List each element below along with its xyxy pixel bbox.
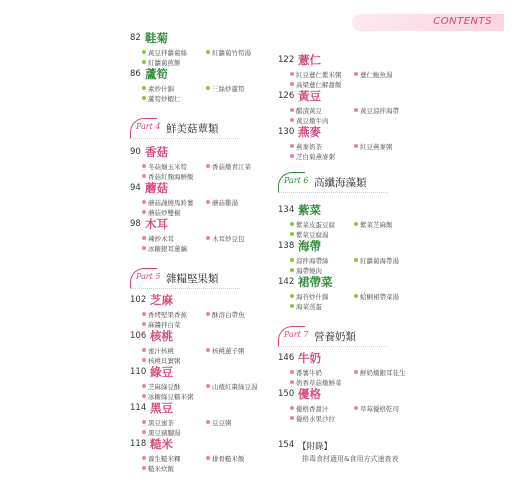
page-number: 102 — [130, 295, 147, 305]
recipe-label: 香烤堅果香蕉 — [148, 311, 187, 319]
recipe-label: 奶香草菇燉鮮菜 — [296, 379, 342, 387]
toc-section — [278, 88, 468, 126]
bullet-icon — [142, 50, 146, 54]
recipe-item[interactable] — [142, 346, 174, 355]
recipe-label: 紫菜芝麻飯 — [360, 221, 393, 229]
section-heading[interactable] — [130, 30, 320, 48]
bullet-icon — [290, 72, 294, 76]
recipe-list — [290, 256, 468, 276]
section-title: 牛奶 — [298, 351, 321, 365]
page-number: 118 — [130, 439, 147, 449]
recipe-item[interactable] — [142, 382, 181, 391]
recipe-list — [290, 106, 468, 126]
part-title: 鮮美菇蕈類 — [166, 123, 219, 135]
recipe-list — [142, 454, 320, 474]
recipe-label: 冬菇燴玉米筍 — [148, 163, 187, 171]
recipe-label: 山楂紅棗綠豆湯 — [212, 383, 258, 391]
bullet-icon — [290, 294, 294, 298]
bullet-icon — [290, 232, 294, 236]
part-label: Part 4 — [136, 122, 161, 131]
recipe-item[interactable] — [290, 414, 335, 423]
recipe-label: 辣炒木耳 — [148, 235, 174, 243]
bullet-icon — [290, 380, 294, 384]
recipe-label: 三絲炒蘆筍 — [212, 85, 245, 93]
section-heading[interactable] — [278, 350, 468, 368]
section-title: 糙米 — [150, 437, 173, 451]
page-number: 130 — [278, 127, 295, 137]
part-heading — [278, 172, 438, 192]
page-number: 150 — [278, 389, 295, 399]
recipe-label: 海菜蒸蛋 — [296, 303, 322, 311]
bullet-icon — [142, 164, 146, 168]
section-title: 薏仁 — [298, 53, 321, 67]
bullet-icon — [354, 144, 358, 148]
recipe-item[interactable] — [290, 368, 322, 377]
recipe-item[interactable] — [206, 234, 245, 243]
bullet-icon — [206, 384, 210, 388]
recipe-row — [290, 106, 468, 116]
recipe-row — [142, 464, 320, 474]
recipe-label: 酥溶白帶魚 — [212, 311, 245, 319]
recipe-item[interactable] — [290, 106, 322, 115]
recipe-label: 蘆筍炒蝦仁 — [148, 95, 181, 103]
recipe-item[interactable] — [142, 234, 174, 243]
bullet-icon — [142, 384, 146, 388]
recipe-label: 優格水果沙拉 — [296, 415, 335, 423]
recipe-label: 排骨糙米飯 — [212, 455, 245, 463]
recipe-item[interactable] — [206, 48, 251, 57]
toc-section — [278, 52, 468, 90]
bullet-icon — [354, 370, 358, 374]
page-number: 90 — [130, 147, 141, 157]
recipe-label: 紫菜皮蛋豆腐 — [296, 221, 335, 229]
recipe-item[interactable] — [290, 292, 329, 301]
part-heading — [278, 326, 438, 346]
contents-header — [352, 14, 504, 31]
section-title: 紫菜 — [298, 203, 321, 217]
recipe-label: 蛤蜊裙帶菜湯 — [360, 293, 399, 301]
bullet-icon — [354, 222, 358, 226]
section-title: 綠豆 — [150, 365, 173, 379]
recipe-list — [290, 292, 468, 312]
recipe-item[interactable] — [206, 346, 245, 355]
part-divider — [278, 192, 388, 193]
bullet-icon — [142, 86, 146, 90]
recipe-label: 紅蘿蔔海帶湯 — [360, 257, 399, 265]
recipe-item[interactable] — [142, 198, 194, 207]
bullet-icon — [206, 348, 210, 352]
recipe-label: 海帶燒肉 — [296, 267, 322, 275]
section-title: 黃豆 — [298, 89, 321, 103]
section-heading[interactable] — [278, 202, 468, 220]
recipe-row — [290, 404, 468, 414]
toc-section — [278, 274, 468, 312]
bullet-icon — [354, 258, 358, 262]
section-title: 海帶 — [298, 239, 321, 253]
recipe-label: 鮮奶燉銀耳花生 — [360, 369, 406, 377]
bullet-icon — [142, 430, 146, 434]
section-heading[interactable] — [278, 124, 468, 142]
bullet-icon — [142, 322, 146, 326]
bullet-icon — [142, 60, 146, 64]
bullet-icon — [206, 200, 210, 204]
recipe-row — [290, 414, 468, 424]
bullet-icon — [354, 108, 358, 112]
recipe-item[interactable] — [206, 382, 258, 391]
recipe-item[interactable] — [142, 244, 187, 253]
toc-section — [278, 386, 468, 424]
bullet-icon — [142, 312, 146, 316]
recipe-row — [290, 70, 468, 80]
bullet-icon — [142, 358, 146, 362]
recipe-label: 素炒什錦 — [148, 85, 174, 93]
recipe-item[interactable] — [354, 368, 406, 377]
bullet-icon — [290, 108, 294, 112]
recipe-row — [290, 302, 468, 312]
recipe-item[interactable] — [142, 418, 174, 427]
recipe-item[interactable] — [206, 310, 245, 319]
recipe-row — [290, 142, 468, 152]
recipe-label: 黑豆蜜茶 — [148, 419, 174, 427]
recipe-item[interactable] — [354, 142, 393, 151]
recipe-label: 芝白菊燕麥粥 — [296, 153, 335, 161]
section-title: 黑豆 — [150, 401, 173, 415]
bullet-icon — [354, 72, 358, 76]
section-heading[interactable] — [278, 386, 468, 404]
recipe-label: 高梁薏仁解甜飯 — [296, 81, 342, 89]
bullet-icon — [142, 96, 146, 100]
section-title: 蘆筍 — [145, 67, 168, 81]
page-number: 86 — [130, 69, 141, 79]
recipe-label: 麻醬拌白菜 — [148, 321, 181, 329]
recipe-item[interactable] — [142, 84, 174, 93]
recipe-item[interactable] — [290, 220, 335, 229]
bullet-icon — [290, 268, 294, 272]
part-title: 營養奶類 — [314, 331, 356, 343]
recipe-label: 冰糖銀耳蓮藕 — [148, 245, 187, 253]
section-title: 優格 — [298, 387, 321, 401]
recipe-label: 糙米炊飯 — [148, 465, 174, 473]
recipe-label: 草莓優格乾司 — [360, 405, 399, 413]
bullet-icon — [354, 294, 358, 298]
page-number: 126 — [278, 91, 295, 101]
section-title: 核桃 — [150, 329, 173, 343]
part-label: Part 6 — [284, 176, 309, 185]
section-heading[interactable] — [278, 52, 468, 70]
page-number: 106 — [130, 331, 147, 341]
recipe-item[interactable] — [354, 70, 393, 79]
section-title: 燕麥 — [298, 125, 321, 139]
recipe-list — [290, 220, 468, 240]
recipe-label: 薏仁鮑魚湯 — [360, 71, 393, 79]
page-number: 98 — [130, 219, 141, 229]
recipe-row — [290, 292, 468, 302]
toc-section — [278, 124, 468, 162]
recipe-label: 黃豆拌蘿蔔絲 — [148, 49, 187, 57]
recipe-item[interactable] — [290, 70, 342, 79]
recipe-label: 豆豆粥 — [212, 419, 232, 427]
bullet-icon — [290, 154, 294, 158]
recipe-row — [290, 152, 468, 162]
part-label: Part 5 — [136, 272, 161, 281]
bullet-icon — [142, 466, 146, 470]
page-number: 122 — [278, 55, 295, 65]
recipe-item[interactable] — [290, 302, 322, 311]
part-title: 高纖海藻類 — [314, 177, 367, 189]
page-number: 142 — [278, 277, 295, 287]
page-number: 134 — [278, 205, 295, 215]
recipe-item[interactable] — [290, 256, 329, 265]
bullet-icon — [290, 144, 294, 148]
section-title: 芝麻 — [150, 293, 173, 307]
bullet-icon — [206, 86, 210, 90]
bullet-icon — [142, 456, 146, 460]
toc-section — [278, 238, 468, 276]
toc-section — [278, 202, 468, 240]
recipe-item[interactable] — [142, 464, 174, 473]
recipe-item[interactable] — [290, 142, 322, 151]
recipe-row — [142, 454, 320, 464]
recipe-list — [290, 368, 468, 388]
recipe-label: 蘑菇蔬燒馬鈴薯 — [148, 199, 194, 207]
bullet-icon — [206, 164, 210, 168]
appendix-title[interactable]: 【附錄】 — [298, 442, 333, 452]
bullet-icon — [354, 406, 358, 410]
section-title: 蘑菇 — [145, 181, 168, 195]
recipe-label: 涼拌海帶絲 — [296, 257, 329, 265]
bullet-icon — [142, 420, 146, 424]
recipe-item[interactable] — [354, 106, 399, 115]
part-divider — [278, 346, 388, 347]
recipe-list — [290, 70, 468, 90]
bullet-icon — [290, 222, 294, 226]
part-label: Part 7 — [284, 330, 309, 339]
recipe-item[interactable] — [354, 256, 399, 265]
section-title: 木耳 — [145, 217, 168, 231]
section-title: 裙帶菜 — [298, 275, 333, 289]
bullet-icon — [290, 304, 294, 308]
bullet-icon — [290, 82, 294, 86]
part-divider — [130, 288, 240, 289]
part-heading — [130, 118, 290, 138]
bullet-icon — [290, 406, 294, 410]
recipe-label: 番薯牛奶 — [296, 369, 322, 377]
bullet-icon — [206, 456, 210, 460]
recipe-row — [290, 368, 468, 378]
bullet-icon — [142, 210, 146, 214]
recipe-label: 核桃蓮子粥 — [212, 347, 245, 355]
page-number: 94 — [130, 183, 141, 193]
recipe-item[interactable] — [354, 220, 393, 229]
recipe-row — [290, 256, 468, 266]
page-number: 82 — [130, 33, 141, 43]
appendix-page-number: 154 — [278, 440, 295, 450]
recipe-label: 養生糙米粿 — [148, 455, 181, 463]
recipe-label: 木耳炒豆包 — [212, 235, 245, 243]
bullet-icon — [142, 236, 146, 240]
recipe-item[interactable] — [142, 310, 187, 319]
part-title: 雜糧堅果類 — [166, 273, 219, 285]
recipe-item[interactable] — [354, 292, 399, 301]
bullet-icon — [206, 420, 210, 424]
recipe-label: 黑豆豬腳湯 — [148, 429, 181, 437]
bullet-icon — [142, 246, 146, 250]
recipe-label: 蘑菇雞湯 — [212, 199, 238, 207]
bullet-icon — [206, 236, 210, 240]
recipe-item[interactable] — [142, 162, 187, 171]
bullet-icon — [142, 174, 146, 178]
recipe-label: 香菇燉青江菜 — [212, 163, 251, 171]
recipe-label: 香菇紅麴海鮮飯 — [148, 173, 194, 181]
recipe-label: 黃豆燉牛肉 — [296, 117, 329, 125]
appendix-description: 排毒食材適用&食用方式速查表 — [302, 455, 399, 463]
recipe-label: 蘑菇炒雙椒 — [148, 209, 181, 217]
bullet-icon — [290, 370, 294, 374]
bullet-icon — [142, 348, 146, 352]
recipe-item[interactable] — [142, 94, 181, 103]
recipe-row — [142, 162, 320, 172]
page-number: 138 — [278, 241, 295, 251]
section-heading[interactable] — [278, 238, 468, 256]
recipe-label: 海苔炒什錦 — [296, 293, 329, 301]
recipe-item[interactable] — [142, 48, 187, 57]
recipe-label: 黃豆涼拌海帶 — [360, 107, 399, 115]
bullet-icon — [290, 258, 294, 262]
bullet-icon — [142, 200, 146, 204]
section-title: 鞋菊 — [145, 31, 168, 45]
recipe-item[interactable] — [354, 404, 399, 413]
recipe-label: 芝麻綠豆酥 — [148, 383, 181, 391]
recipe-label: 冰糖綠豆糯米粥 — [148, 393, 194, 401]
page-number: 110 — [130, 367, 147, 377]
recipe-label: 醋漬黃豆 — [296, 107, 322, 115]
part-heading — [130, 268, 290, 288]
bullet-icon — [290, 416, 294, 420]
recipe-label: 紅蘿蔔煎餅 — [148, 59, 181, 67]
contents-title: CONTENTS — [433, 16, 492, 27]
section-heading[interactable] — [278, 274, 468, 292]
recipe-item[interactable] — [290, 152, 335, 161]
recipe-label: 燕麥奶茶 — [296, 143, 322, 151]
recipe-label: 紅豆燕麥粥 — [360, 143, 393, 151]
bullet-icon — [142, 394, 146, 398]
section-heading[interactable] — [278, 88, 468, 106]
recipe-list — [290, 142, 468, 162]
bullet-icon — [206, 50, 210, 54]
recipe-label: 優格香甜汁 — [296, 405, 329, 413]
recipe-item[interactable] — [142, 454, 181, 463]
bullet-icon — [290, 118, 294, 122]
page-number: 146 — [278, 353, 295, 363]
recipe-label: 蜜汁核桃 — [148, 347, 174, 355]
toc-section — [278, 350, 468, 388]
section-title: 香菇 — [145, 145, 168, 159]
recipe-item[interactable] — [206, 418, 232, 427]
part-divider — [130, 138, 240, 139]
recipe-label: 紫菜豆腐湯 — [296, 231, 329, 239]
recipe-item[interactable] — [290, 404, 329, 413]
recipe-label: 紅蘿蔔竹筍湯 — [212, 49, 251, 57]
recipe-label: 紅豆薏仁紫米粥 — [296, 71, 342, 79]
recipe-list — [290, 404, 468, 424]
recipe-item[interactable] — [206, 454, 245, 463]
bullet-icon — [206, 312, 210, 316]
recipe-label: 核桃貝實粥 — [148, 357, 181, 365]
recipe-row — [290, 220, 468, 230]
recipe-item[interactable] — [206, 162, 251, 171]
recipe-item[interactable] — [206, 84, 245, 93]
recipe-item[interactable] — [206, 198, 238, 207]
page-number: 114 — [130, 403, 147, 413]
